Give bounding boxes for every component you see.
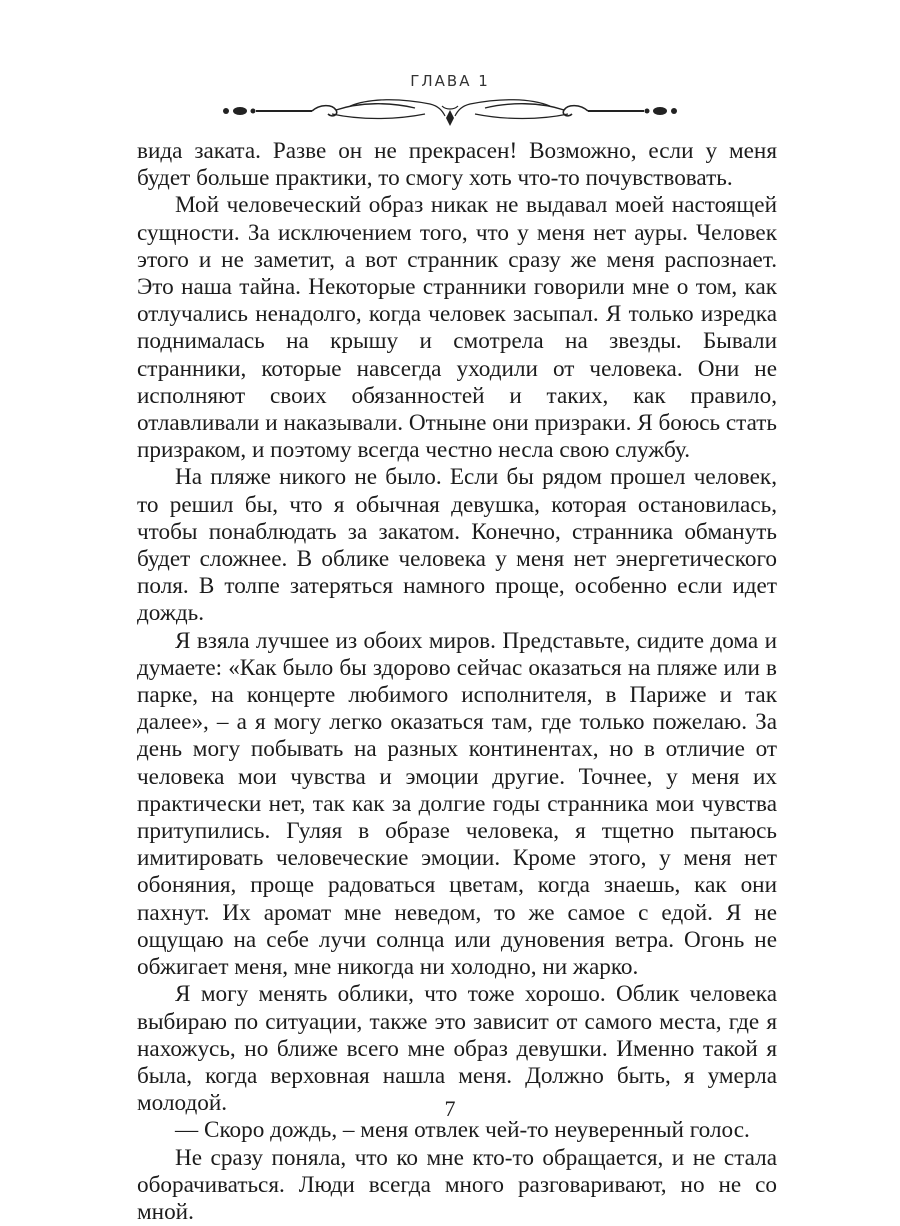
chapter-title: ГЛАВА 1: [410, 72, 490, 90]
running-header: [0, 72, 900, 128]
paragraph: Мой человеческий образ никак не выдавал моей настоящей сущности. За исключением того, что у меня нет ауры. Человек этого и не заметит, а вот странник сразу же меня распознает. Это наша тайна. Некоторые странники говорили мне о том, как отлучались ненадолго, когда человек засыпал. Я только изредка поднималась на крышу и смотрела на звезды. Бывали странники, которые навсегда уходили от человека. Они не исполняют своих обязанностей и таких, как правило, отлавливали и наказывали. Отныне они призраки. Я боюсь стать призраком, и поэтому всегда честно несла свою службу.: [137, 192, 777, 464]
body-text: [137, 138, 777, 1226]
paragraph: вида заката. Разве он не прекрасен! Возможно, если у меня будет больше практики, то смогу хоть что-то почувствовать.: [137, 138, 777, 192]
paragraph: Я могу менять облики, что тоже хорошо. Облик человека выбираю по ситуации, также это зависит от самого места, где я нахожусь, но ближе всего мне образ девушки. Именно такой я была, когда верховная нашла меня. Должно быть, я умерла молодой.: [137, 981, 777, 1117]
page-number: 7: [444, 1096, 456, 1121]
paragraph: На пляже никого не было. Если бы рядом прошел человек, то решил бы, что я обычная девушка, которая остановилась, чтобы понаблюдать за закатом. Конечно, странника обмануть будет сложнее. В облике человека у меня нет энергетического поля. В толпе затеряться намного проще, особенно если идет дождь.: [137, 464, 777, 627]
paragraph: — Скоро дождь, – меня отвлек чей-то неуверенный голос.: [175, 1117, 750, 1144]
paragraph: Не сразу поняла, что ко мне кто-то обращается, и не стала оборачиваться. Люди всегда много разговаривают, но не со мной.: [137, 1144, 777, 1225]
ornament-divider-icon: [220, 94, 680, 128]
paragraph: Я взяла лучшее из обоих миров. Представьте, сидите дома и думаете: «Как было бы здорово сейчас оказаться на пляже или в парке, на концерте любимого исполнителя, в Париже и так далее», – а я могу легко оказаться там, где только пожелаю. За день могу побывать на разных континентах, но в отличие от человека мои чувства и эмоции другие. Точнее, у меня их практически нет, так как за долгие годы странника мои чувства притупились. Гуляя в образе человека, я тщетно пытаюсь имитировать человеческие эмоции. Кроме этого, у меня нет обоняния, проще радоваться цветам, когда знаешь, как они пахнут. Их аромат мне неведом, то же самое с едой. Я не ощущаю на себе лучи солнца или дуновения ветра. Огонь не обжигает меня, мне никогда ни холодно, ни жарко.: [137, 627, 777, 981]
